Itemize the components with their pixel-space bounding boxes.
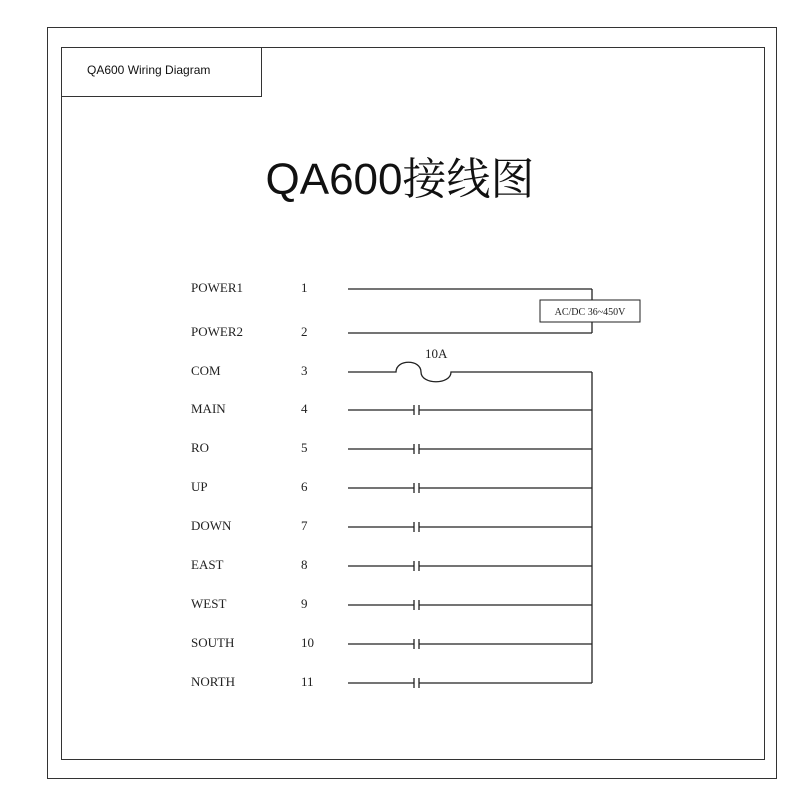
terminal-number-11: 11 xyxy=(301,674,314,689)
contact-line-north xyxy=(348,678,592,688)
terminal-number-8: 8 xyxy=(301,557,308,572)
terminal-name-down: DOWN xyxy=(191,518,232,533)
caption-text: QA600 Wiring Diagram xyxy=(87,63,211,77)
contact-line-west xyxy=(348,600,592,610)
contact-line-ro xyxy=(348,444,592,454)
contact-line-down xyxy=(348,522,592,532)
terminal-name-east: EAST xyxy=(191,557,224,572)
power-supply-label: AC/DC 36~450V xyxy=(554,307,626,318)
fuse-label: 10A xyxy=(425,346,448,361)
terminal-name-main: MAIN xyxy=(191,401,226,416)
terminal-name-south: SOUTH xyxy=(191,635,235,650)
terminal-name-power2: POWER2 xyxy=(191,324,243,339)
terminal-number-1: 1 xyxy=(301,280,308,295)
com-wire-with-fuse xyxy=(348,362,592,382)
contact-line-main xyxy=(348,405,592,415)
terminal-name-power1: POWER1 xyxy=(191,280,243,295)
terminal-number-5: 5 xyxy=(301,440,308,455)
terminal-number-4: 4 xyxy=(301,401,308,416)
diagram-title: QA600接线图 xyxy=(265,155,535,204)
terminal-number-9: 9 xyxy=(301,596,308,611)
contact-line-south xyxy=(348,639,592,649)
terminal-name-ro: RO xyxy=(191,440,210,455)
contact-line-up xyxy=(348,483,592,493)
terminal-name-north: NORTH xyxy=(191,674,235,689)
terminal-number-3: 3 xyxy=(301,363,308,378)
terminal-name-com: COM xyxy=(191,363,221,378)
terminal-name-west: WEST xyxy=(191,596,227,611)
terminal-number-6: 6 xyxy=(301,479,308,494)
terminal-number-2: 2 xyxy=(301,324,308,339)
contact-line-east xyxy=(348,561,592,571)
terminal-number-7: 7 xyxy=(301,518,308,533)
terminal-number-10: 10 xyxy=(301,635,314,650)
terminal-name-up: UP xyxy=(191,479,208,494)
